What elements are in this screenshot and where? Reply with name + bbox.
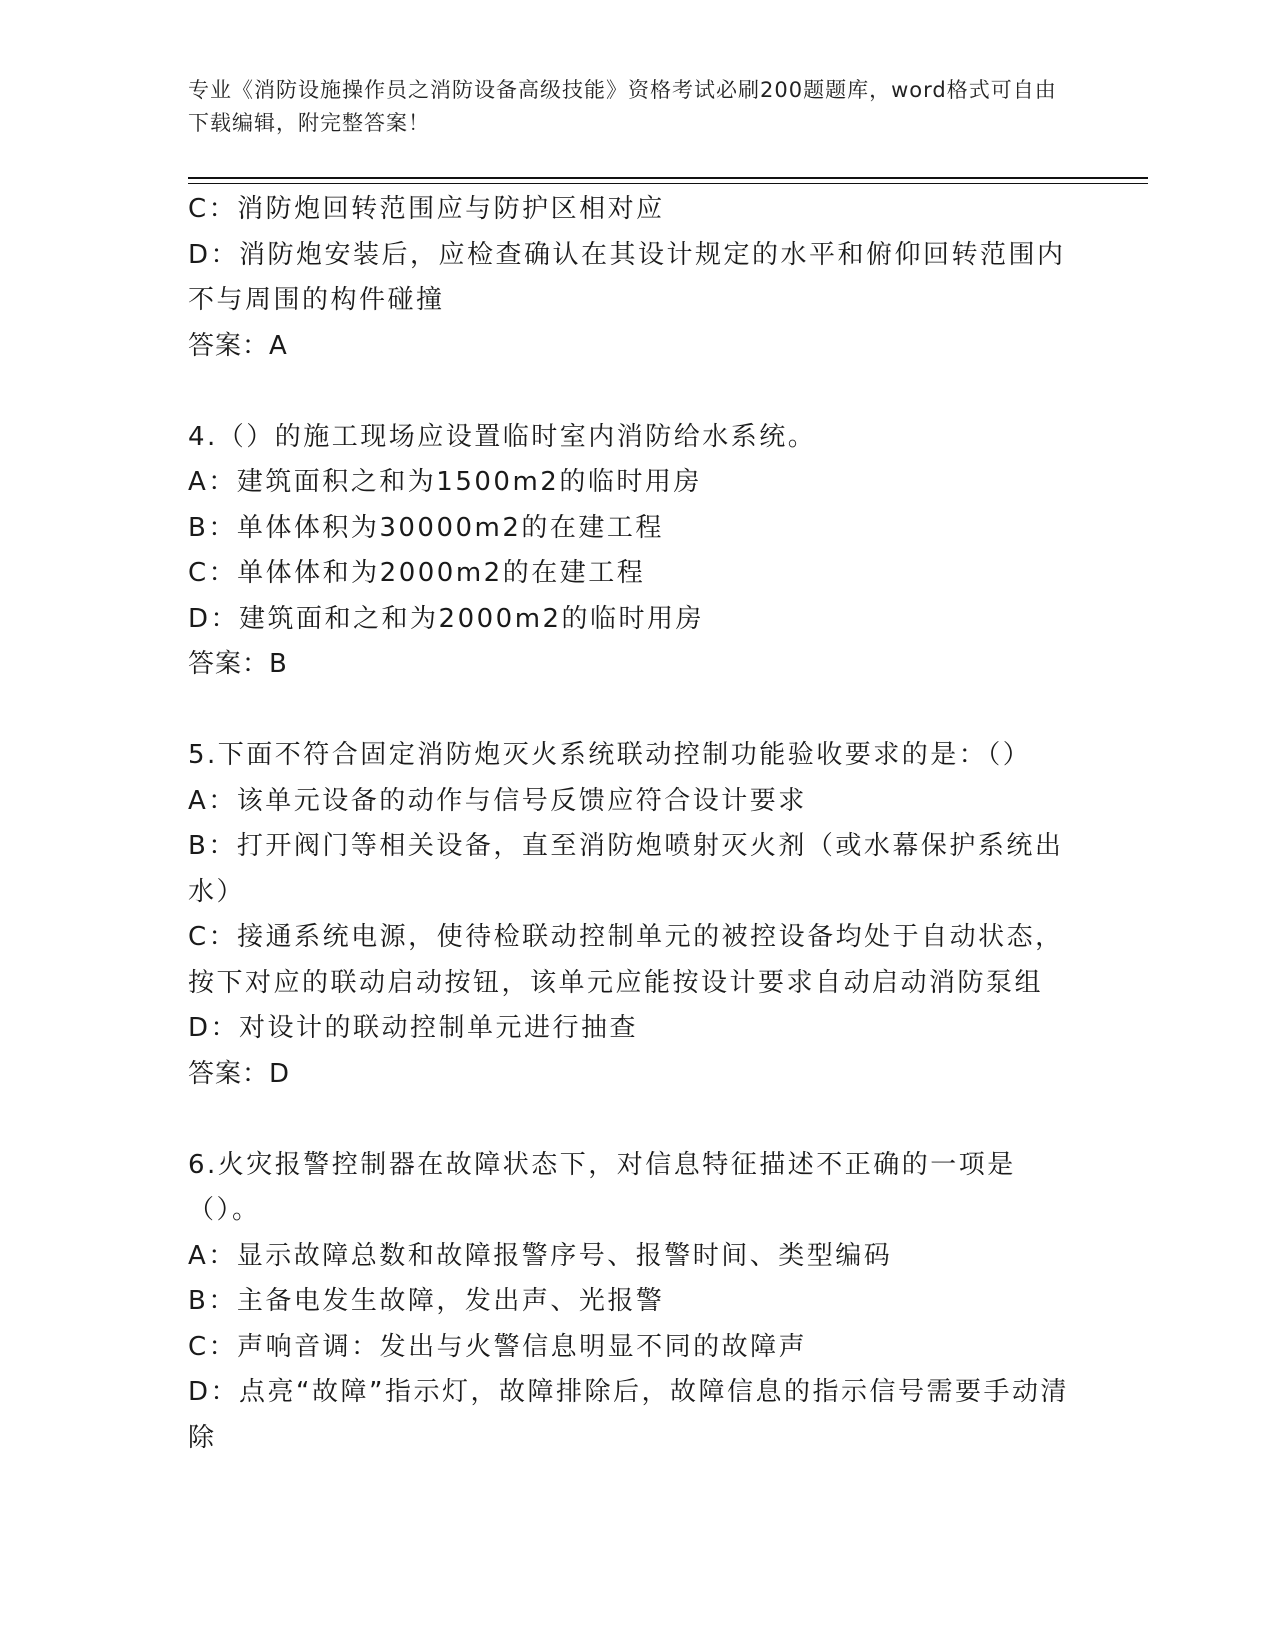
- q4-option-c: C：单体体和为2000m2的在建工程: [188, 558, 646, 588]
- document-header: 专业《消防设施操作员之消防设备高级技能》资格考试必刷200题题库，word格式可自由下载编辑，附完整答案！: [188, 78, 1057, 135]
- q4-answer: 答案：B: [188, 649, 288, 679]
- q3-answer: 答案：A: [188, 330, 288, 361]
- q6-option-d: D：点亮“故障”指示灯，故障排除后，故障信息的指示信号需要手动清除: [188, 1377, 1069, 1453]
- header-rule-thin: [188, 183, 1148, 184]
- q6-option-c: C：声响音调：发出与火警信息明显不同的故障声: [188, 1331, 808, 1362]
- spacer: [188, 688, 1078, 734]
- q4-stem: 4.（）的施工现场应设置临时室内消防给水系统。: [188, 421, 817, 452]
- q6-option-b: B：主备电发生故障，发出声、光报警: [188, 1286, 665, 1316]
- spacer: [188, 369, 1078, 415]
- q5-stem: 5.下面不符合固定消防炮灭火系统联动控制功能验收要求的是：（）: [188, 740, 1032, 770]
- q5-option-c: C：接通系统电源，使待检联动控制单元的被控设备均处于自动状态，按下对应的联动启动按钮，该单元应能按设计要求自动启动消防泵组: [188, 922, 1064, 998]
- question-content: [188, 187, 1078, 1461]
- q4-option-a: A：建筑面积之和为1500m2的临时用房: [188, 467, 702, 497]
- q4-option-b: B：单体体积为30000m2的在建工程: [188, 512, 664, 543]
- q3-option-d: D：消防炮安装后，应检查确认在其设计规定的水平和俯仰回转范围内不与周围的构件碰撞: [188, 239, 1066, 315]
- q5-option-d: D：对设计的联动控制单元进行抽查: [188, 1013, 639, 1043]
- header-rule-thick: [188, 177, 1148, 179]
- q5-answer: 答案：D: [188, 1058, 291, 1089]
- q4-option-d: D：建筑面和之和为2000m2的临时用房: [188, 603, 705, 634]
- q5-option-b: B：打开阀门等相关设备，直至消防炮喷射灭火剂（或水幕保护系统出水）: [188, 831, 1064, 907]
- q6-option-a: A：显示故障总数和故障报警序号、报警时间、类型编码: [188, 1240, 893, 1271]
- q5-option-a: A：该单元设备的动作与信号反馈应符合设计要求: [188, 785, 807, 816]
- q6-stem: 6.火灾报警控制器在故障状态下，对信息特征描述不正确的一项是（）。: [188, 1149, 1016, 1225]
- spacer: [188, 1097, 1078, 1143]
- q3-option-c: C：消防炮回转范围应与防护区相对应: [188, 194, 665, 224]
